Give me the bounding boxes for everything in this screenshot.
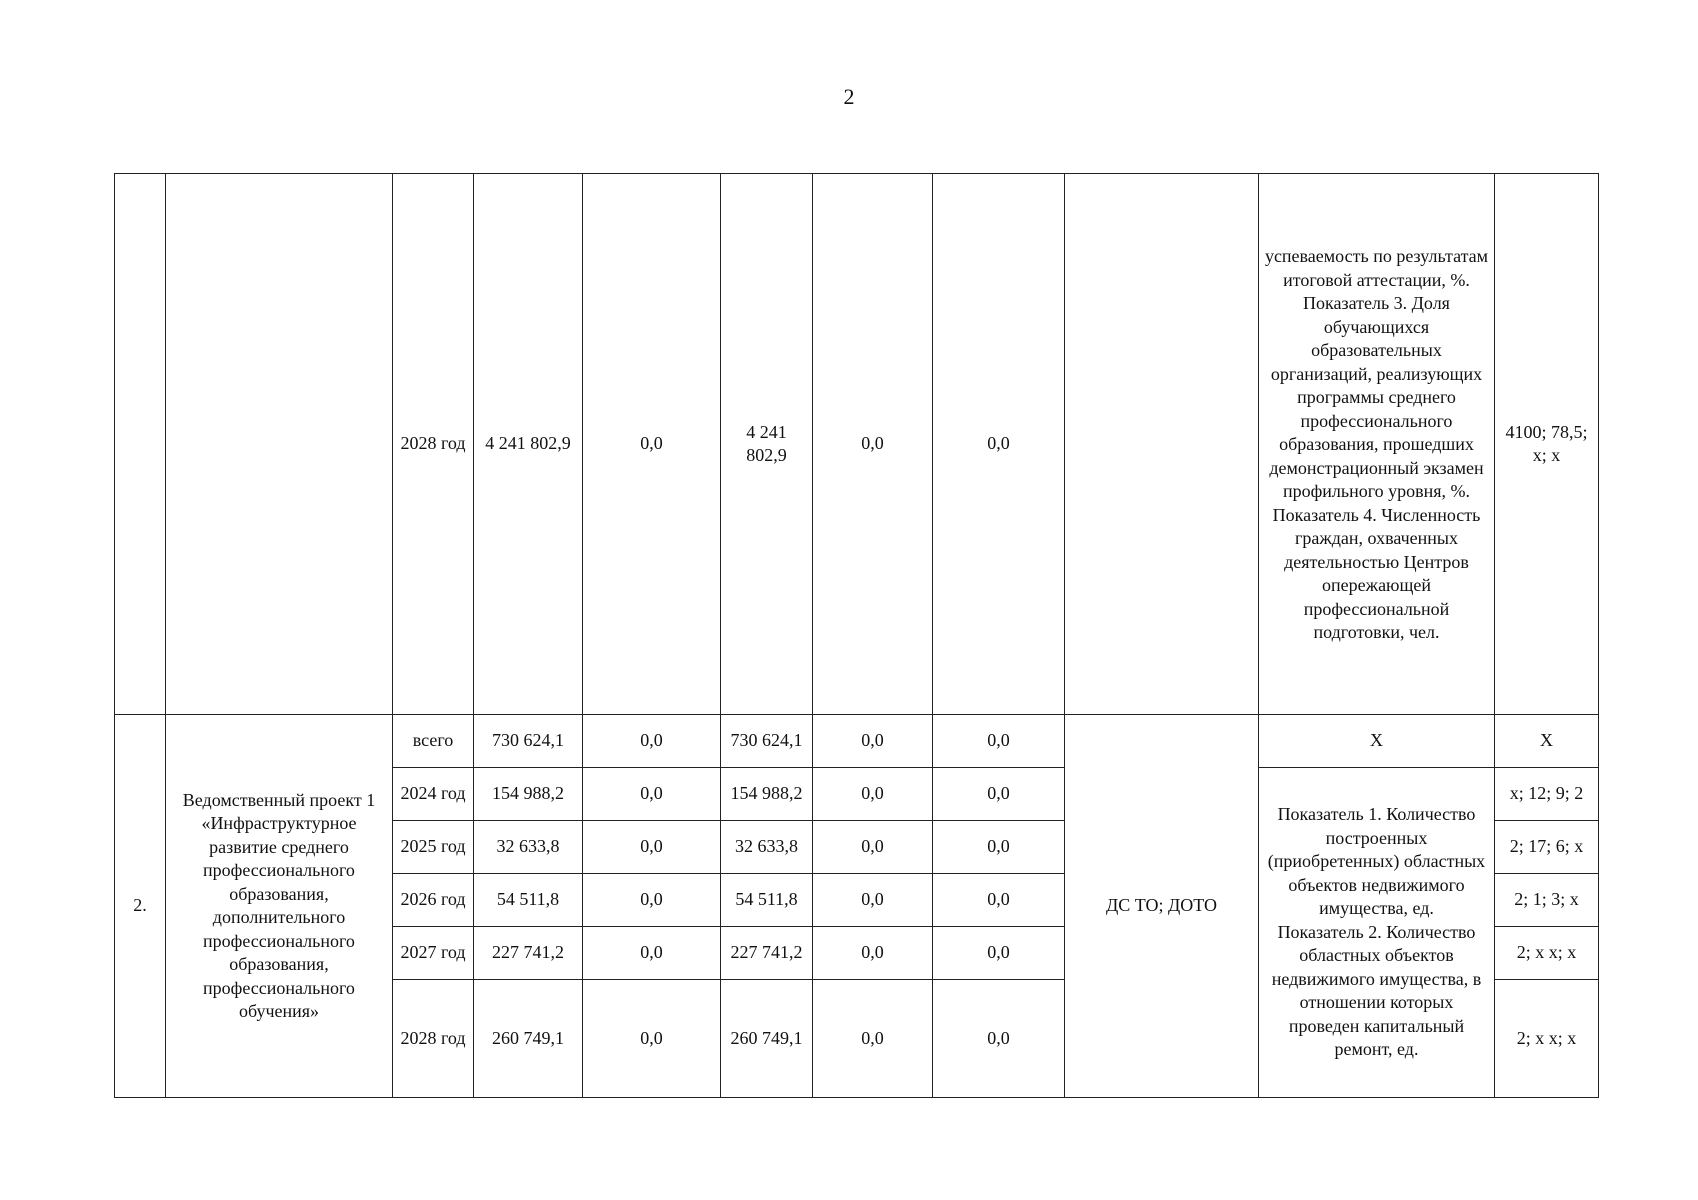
funding-c-cell: 0,0 [813, 715, 933, 768]
executor-cell: ДС ТО; ДОТО [1065, 715, 1259, 1098]
indicator-text: успеваемость по результатам итоговой аттестации, %. [1264, 246, 1489, 290]
funding-a-cell: 0,0 [583, 821, 721, 874]
indicator-text: Показатель 3. Доля обучающихся образовательных организаций, реализующих программы среднего профессионального образования, прошедших демонстрационный экзамен профильного уровня, %. [1269, 293, 1484, 502]
table-row [115, 715, 1599, 768]
indicator-values-cell: 2; 17; 6; х [1495, 821, 1599, 874]
year-cell: 2027 год [393, 927, 474, 980]
funding-c-cell: 0,0 [813, 174, 933, 715]
project-name-cell: Ведомственный проект 1 «Инфраструктурное развитие среднего профессионального образования, дополнительного профессионального образования, профессионального обучения» [166, 715, 393, 1098]
total-cell: 54 511,8 [474, 874, 583, 927]
funding-d-cell: 0,0 [933, 174, 1065, 715]
total-cell: 154 988,2 [474, 768, 583, 821]
funding-d-cell: 0,0 [933, 980, 1065, 1098]
funding-c-cell: 0,0 [813, 927, 933, 980]
funding-a-cell: 0,0 [583, 927, 721, 980]
year-cell: 2024 год [393, 768, 474, 821]
total-cell: 260 749,1 [474, 980, 583, 1098]
funding-b-cell: 154 988,2 [721, 768, 813, 821]
year-cell: всего [393, 715, 474, 768]
funding-a-cell: 0,0 [583, 874, 721, 927]
funding-c-cell: 0,0 [813, 768, 933, 821]
funding-c-cell: 0,0 [813, 980, 933, 1098]
funding-b-cell: 730 624,1 [721, 715, 813, 768]
year-cell: 2026 год [393, 874, 474, 927]
row-name-cell [166, 174, 393, 715]
funding-a-cell: 0,0 [583, 174, 721, 715]
funding-b-cell: 4 241 802,9 [721, 174, 813, 715]
table-row-continued [115, 174, 1599, 715]
indicators-total-cell: Х [1259, 715, 1495, 768]
funding-b-cell: 260 749,1 [721, 980, 813, 1098]
funding-c-cell: 0,0 [813, 874, 933, 927]
funding-a-cell: 0,0 [583, 980, 721, 1098]
funding-b-cell: 227 741,2 [721, 927, 813, 980]
indicator-values-cell: 2; 1; 3; х [1495, 874, 1599, 927]
program-table [114, 173, 1599, 1098]
page-number: 2 [843, 84, 855, 109]
funding-d-cell: 0,0 [933, 927, 1065, 980]
funding-b-cell: 32 633,8 [721, 821, 813, 874]
total-cell: 227 741,2 [474, 927, 583, 980]
year-cell: 2025 год [393, 821, 474, 874]
indicator-text: Показатель 1. Количество построенных (приобретенных) областных объектов недвижимого имущества, ед. [1267, 804, 1486, 919]
year-cell: 2028 год [393, 174, 474, 715]
indicator-text: Показатель 2. Количество областных объектов недвижимого имущества, в отношении которых проведен капитальный ремонт, ед. [1271, 921, 1482, 1060]
funding-d-cell: 0,0 [933, 874, 1065, 927]
indicators-cell [1259, 174, 1495, 715]
total-cell: 32 633,8 [474, 821, 583, 874]
year-cell: 2028 год [393, 980, 474, 1098]
total-cell: 4 241 802,9 [474, 174, 583, 715]
row-number-cell: 2. [115, 715, 166, 1098]
funding-a-cell: 0,0 [583, 768, 721, 821]
executor-cell [1065, 174, 1259, 715]
indicator-values-cell: 2; х х; х [1495, 980, 1599, 1098]
indicator-values-cell: 2; х х; х [1495, 927, 1599, 980]
indicator-text: Показатель 4. Численность граждан, охваченных деятельностью Центров опережающей профессиональной подготовки, чел. [1272, 504, 1481, 643]
indicator-values-cell: х; 12; 9; 2 [1495, 768, 1599, 821]
funding-d-cell: 0,0 [933, 715, 1065, 768]
funding-c-cell: 0,0 [813, 821, 933, 874]
indicator-values-cell: 4100; 78,5; х; х [1495, 174, 1599, 715]
indicators-cell [1259, 768, 1495, 1098]
funding-b-cell: 54 511,8 [721, 874, 813, 927]
funding-a-cell: 0,0 [583, 715, 721, 768]
indicator-values-cell: Х [1495, 715, 1599, 768]
row-number-cell [115, 174, 166, 715]
total-cell: 730 624,1 [474, 715, 583, 768]
funding-d-cell: 0,0 [933, 821, 1065, 874]
funding-d-cell: 0,0 [933, 768, 1065, 821]
